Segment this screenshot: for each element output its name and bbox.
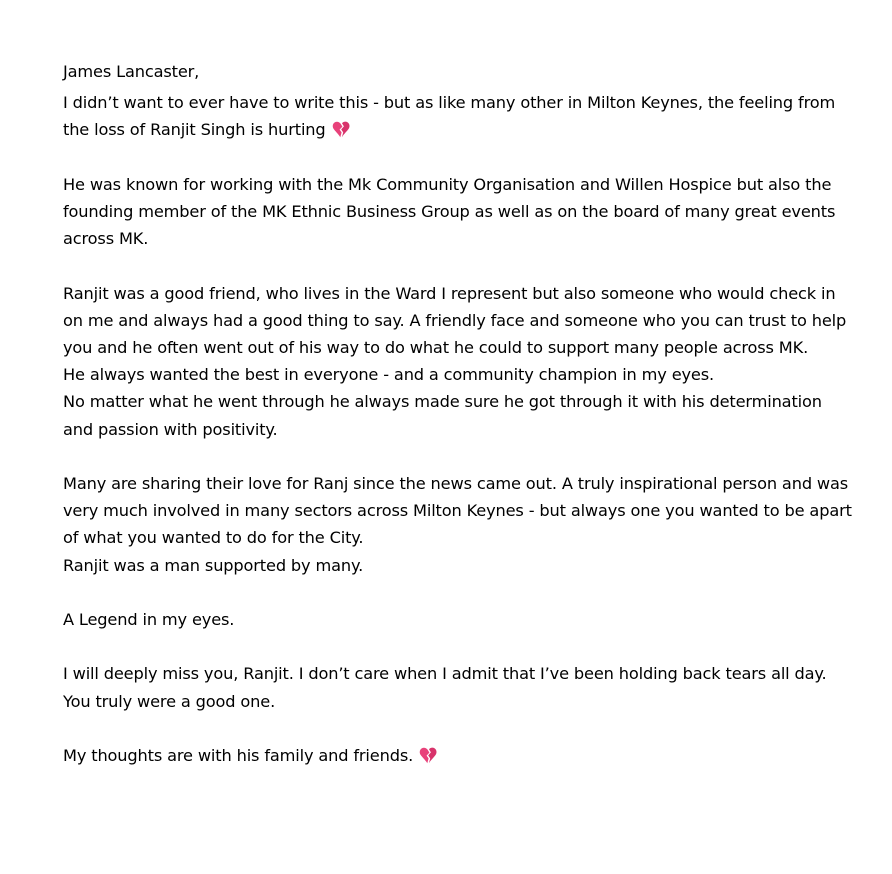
salutation — [63, 58, 853, 85]
paragraph-intro-text: I didn’t want to ever have to write this - but as like many other in Milton Keynes, the feeling from the loss of Ranjit Singh is hurting — [63, 93, 836, 140]
paragraph-thoughts-text: My thoughts are with his family and friends. — [63, 745, 414, 765]
salutation-text: James Lancaster, — [63, 62, 200, 81]
paragraph-friend — [63, 280, 853, 443]
letter-body — [63, 58, 853, 769]
paragraph-intro — [63, 89, 853, 143]
paragraph-legend-text: A Legend in my eyes. — [63, 610, 235, 629]
paragraph-friend-line-2: He always wanted the best in everyone - and a community champion in my eyes. — [63, 365, 715, 385]
paragraph-work-text: He was known for working with the Mk Community Organisation and Willen Hospice but also the founding member of the MK Ethnic Business Group as well as on the board of many great events across MK. — [63, 174, 836, 249]
paragraph-love-line-1: Many are sharing their love for Ranj since the news came out. A truly inspirational person and was very much involved in many sectors across Milton Keynes - but always one you wanted to be apart of what you wanted to do for the City. — [63, 474, 852, 548]
paragraph-thoughts — [63, 742, 853, 769]
paragraph-work — [63, 171, 853, 253]
paragraph-miss — [63, 660, 853, 714]
paragraph-love — [63, 470, 853, 579]
paragraph-friend-line-3: No matter what he went through he always made sure he got through it with his determination and passion with positivity. — [63, 392, 822, 439]
paragraph-miss-text: I will deeply miss you, Ranjit. I don’t care when I admit that I’ve been holding back tears all day. You truly were a good one. — [63, 664, 827, 711]
broken-heart-icon — [419, 745, 437, 762]
broken-heart-icon — [332, 119, 350, 136]
paragraph-legend — [63, 606, 853, 633]
paragraph-love-line-2: Ranjit was a man supported by many. — [63, 555, 364, 575]
paragraph-friend-line-1: Ranjit was a good friend, who lives in the Ward I represent but also someone who would check in on me and always had a good thing to say. A friendly face and someone who you can trust to help you and he often went out of his way to do what he could to support many people across MK. — [63, 283, 847, 357]
